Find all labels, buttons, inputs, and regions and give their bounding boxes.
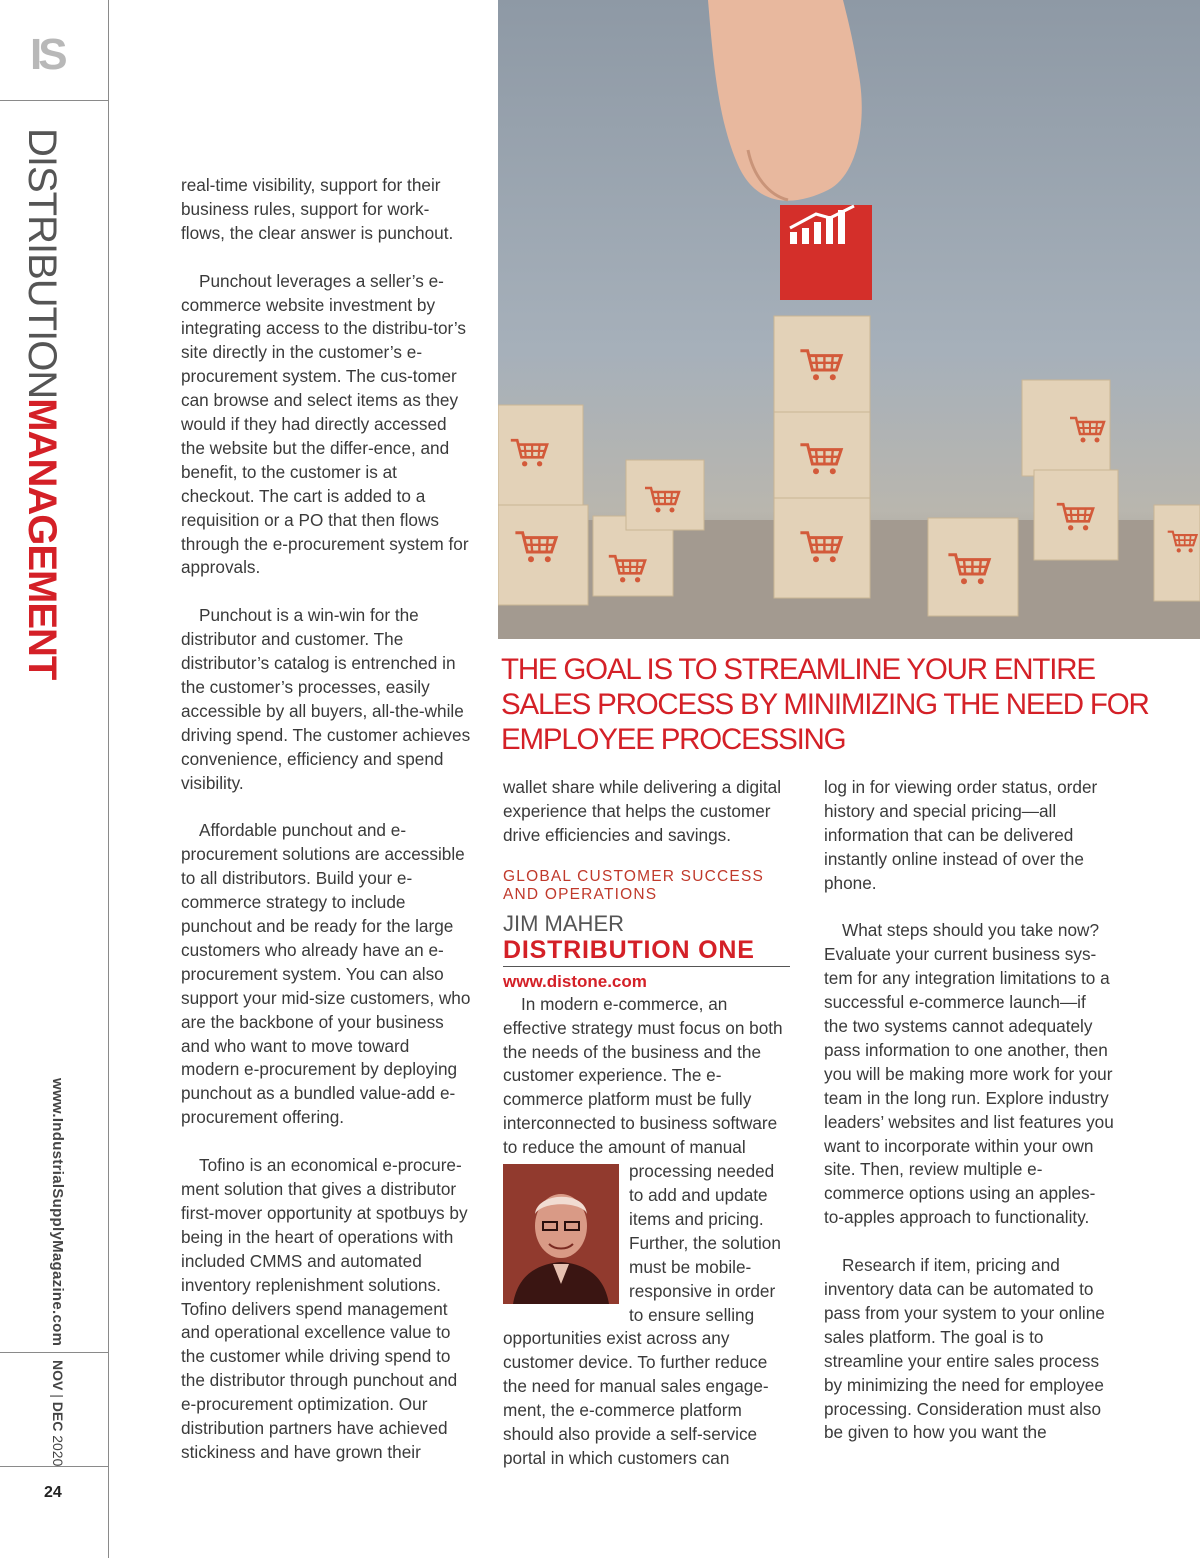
sidebar-divider (0, 1352, 108, 1353)
author-headshot (503, 1164, 619, 1304)
hero-photo (498, 0, 1200, 639)
paragraph: wallet share while delivering a digital experience that helps the customer drive efficiencies and savings. (503, 777, 782, 845)
issue-month-2: DEC (50, 1401, 66, 1432)
paragraph: In modern e-commerce, an effective strategy must focus on both the needs of the business and the customer experience. The e-commerce platform must be fully interconnected to business software to reduce the amount of manual (503, 993, 783, 1158)
author-website: www.distone.com (503, 971, 647, 991)
author-company: DISTRIBUTION ONE (503, 936, 790, 967)
paragraph: Research if item, pricing and inventory data can be automated to pass from your system to your online sales platform. The goal is to streamline your entire sales process by minimizing the need for employee processing. Consideration must also be given to how you want the (824, 1255, 1105, 1443)
issue-month: NOV (50, 1360, 66, 1391)
section-title-bold: MANAGEMENT (20, 398, 64, 680)
wooden-blocks-illustration (498, 0, 1200, 639)
author-name: JIM MAHER (503, 910, 624, 936)
issue-separator: | (50, 1390, 66, 1402)
sidebar-divider (0, 100, 108, 101)
magazine-website: www.IndustrialSupplyMagazine.com (49, 1078, 66, 1347)
issue-date (50, 1360, 66, 1466)
article-column-left (181, 174, 471, 1489)
paragraph: real-time visibility, support for their business rules, support for work-flows, the clear answer is punchout. (181, 175, 454, 243)
page-number: 24 (44, 1484, 62, 1501)
author-role: GLOBAL CUSTOMER SUCCESS AND OPERATIONS (503, 867, 765, 903)
article-column-right (824, 776, 1114, 1469)
paragraph: processing needed to add and update items and pricing. Further, the solution must be mobile-responsive in order to ensure selling opportunities exist across any customer device. To further reduce the need for manual sales engage-ment, the e-commerce platform should also provide a self-service portal in which customers can (503, 1161, 781, 1468)
paragraph: Punchout leverages a seller’s e-commerce website investment by integrating access to the distribu-tor’s site directly in the customer’s e-procurement system. The cus-tomer can browse and select items as they would if they had directly accessed the website but the differ-ence, and benefit, to the customer is at checkout. The cart is added to a requisition or a PO that then flows through the e-procurement system for approvals. (181, 270, 469, 578)
article-column-middle (503, 776, 790, 1471)
paragraph: Tofino is an economical e-procure-ment solution that gives a distributor first-mover opportunity at spotbuys by being in the heart of operations with included CMMS and automated inventory replenishment solutions. Tofino delivers spend management and operational excellence value to the customer while driving spend to the distributor through punchout and e-procurement optimization. Our distribution partners have achieved stickiness and have grown their (181, 1155, 468, 1462)
paragraph: Affordable punchout and e-procurement solutions are accessible to all distributors. Build your e-commerce strategy to include punchout and be ready for the large customers who already have an e-procurement system. You can also support your mid-size customers, who are the backbone of your business and who want to move toward modern e-procurement by deploying punchout as a bundled value-add e-procurement offering. (181, 820, 471, 1128)
paragraph: Punchout is a win-win for the distributor and customer. The distributor’s catalog is entrenched in the customer’s processes, easily accessible by all buyers, all-the-while driving spend. The customer achieves convenience, efficiency and spend visibility. (181, 605, 471, 793)
sidebar-divider (0, 1466, 108, 1467)
headshot-wrap (503, 1160, 790, 1471)
section-title-light: DISTRIBUTION (20, 128, 64, 399)
magazine-logo: IS (30, 30, 64, 79)
section-title (22, 128, 62, 679)
pull-quote: THE GOAL IS TO STREAMLINE YOUR ENTIRE SALES PROCESS BY MINIMIZING THE NEED FOR EMPLOYEE PROCESSING (501, 653, 1149, 756)
issue-year: 2020 (50, 1431, 66, 1467)
paragraph: What steps should you take now? Evaluate your current business sys-tem for any integration limitations to a successful e-commerce launch—if the two systems cannot adequately pass information to one another, then you will be making more work for your team in the long run. Explore industry leaders’ websites and list features you want to incorporate within your own site. Then, review multiple e-commerce options using an apples-to-apples approach to functionality. (824, 920, 1114, 1228)
sidebar (0, 0, 109, 1558)
paragraph: log in for viewing order status, order history and special pricing—all information that can be delivered instantly online instead of over the phone. (824, 777, 1098, 893)
